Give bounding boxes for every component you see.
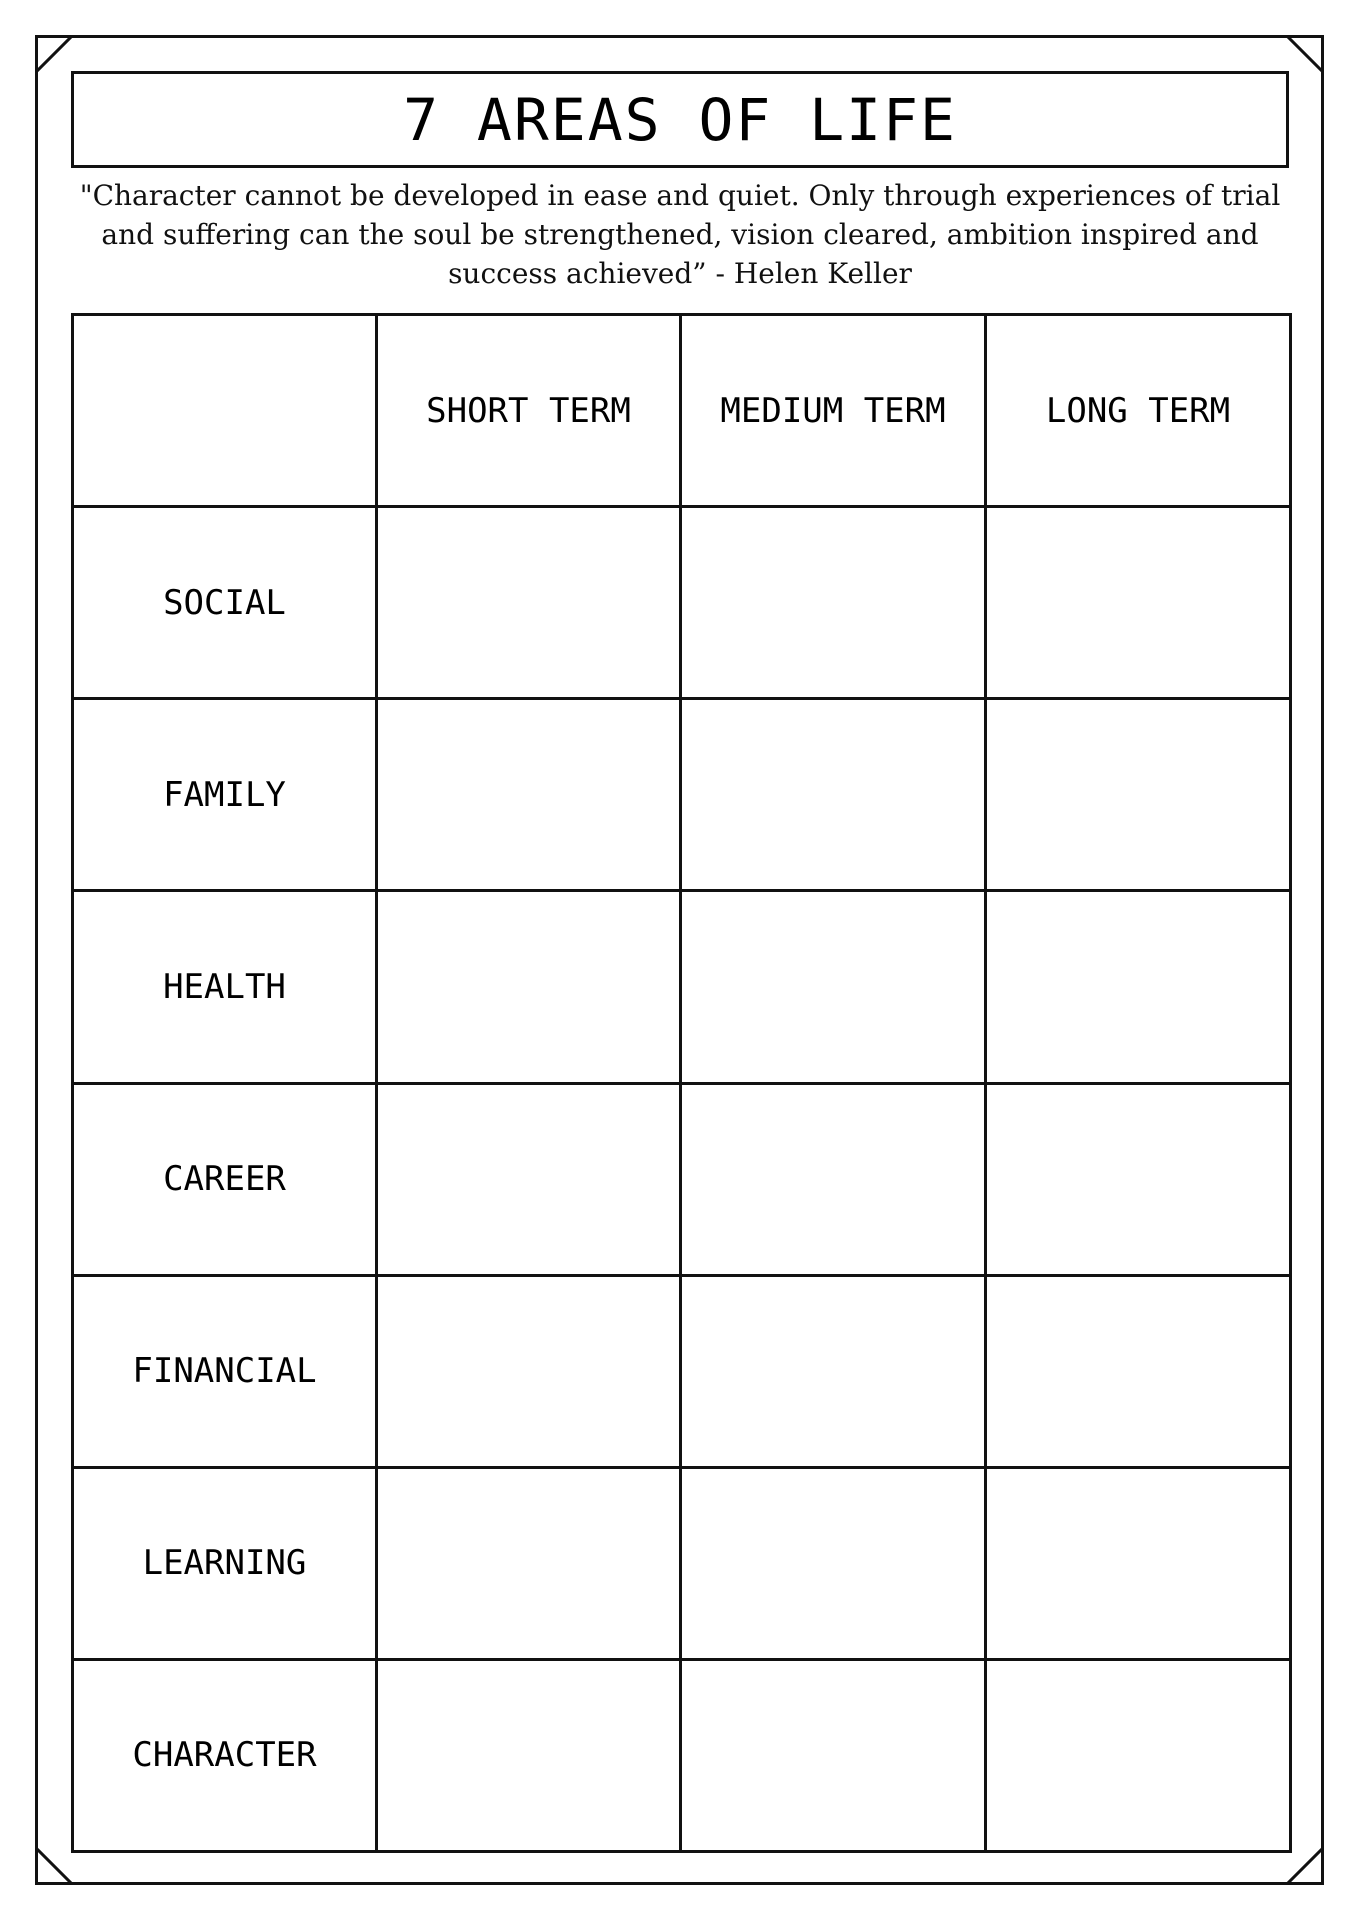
row-label: FAMILY — [73, 699, 377, 891]
table-row — [73, 1659, 1291, 1851]
goal-cell-medium-term[interactable] — [681, 1467, 986, 1659]
header-short-term: SHORT TERM — [377, 315, 681, 507]
goal-cell-long-term[interactable] — [986, 1083, 1291, 1275]
goals-table — [71, 313, 1292, 1853]
goal-cell-medium-term[interactable] — [681, 1659, 986, 1851]
table-row — [73, 507, 1291, 699]
row-label: LEARNING — [73, 1467, 377, 1659]
goal-cell-long-term[interactable] — [986, 507, 1291, 699]
goal-cell-medium-term[interactable] — [681, 507, 986, 699]
goal-cell-short-term[interactable] — [377, 507, 681, 699]
table-header-row — [73, 315, 1291, 507]
corner-ornament-bottom-left — [35, 1847, 73, 1885]
goal-cell-short-term[interactable] — [377, 699, 681, 891]
row-label: HEALTH — [73, 891, 377, 1083]
row-label: SOCIAL — [73, 507, 377, 699]
goal-cell-short-term[interactable] — [377, 1659, 681, 1851]
goal-cell-medium-term[interactable] — [681, 1083, 986, 1275]
goal-cell-long-term[interactable] — [986, 1275, 1291, 1467]
quote-text: "Character cannot be developed in ease and quiet. Only through experiences of trial and suffering can the soul be strengthened, vision cleared, ambition inspired and success achieved” - Helen Keller — [79, 179, 1281, 290]
table-row — [73, 699, 1291, 891]
goal-cell-short-term[interactable] — [377, 1467, 681, 1659]
goal-cell-long-term[interactable] — [986, 891, 1291, 1083]
header-medium-term: MEDIUM TERM — [681, 315, 986, 507]
corner-ornament-top-right — [1286, 35, 1324, 73]
goal-cell-medium-term[interactable] — [681, 699, 986, 891]
row-label: FINANCIAL — [73, 1275, 377, 1467]
corner-ornament-top-left — [35, 35, 73, 73]
row-label: CAREER — [73, 1083, 377, 1275]
goal-cell-short-term[interactable] — [377, 891, 681, 1083]
goal-cell-short-term[interactable] — [377, 1275, 681, 1467]
row-label: CHARACTER — [73, 1659, 377, 1851]
header-long-term: LONG TERM — [986, 315, 1291, 507]
goal-cell-long-term[interactable] — [986, 1467, 1291, 1659]
table-row — [73, 891, 1291, 1083]
table-row — [73, 1275, 1291, 1467]
goal-cell-long-term[interactable] — [986, 1659, 1291, 1851]
goal-cell-medium-term[interactable] — [681, 891, 986, 1083]
table-row — [73, 1083, 1291, 1275]
header-corner-cell — [73, 315, 377, 507]
table-row — [73, 1467, 1291, 1659]
title-box — [71, 71, 1289, 168]
goal-cell-long-term[interactable] — [986, 699, 1291, 891]
goal-cell-medium-term[interactable] — [681, 1275, 986, 1467]
page-title: 7 AREAS OF LIFE — [403, 85, 957, 154]
goal-cell-short-term[interactable] — [377, 1083, 681, 1275]
